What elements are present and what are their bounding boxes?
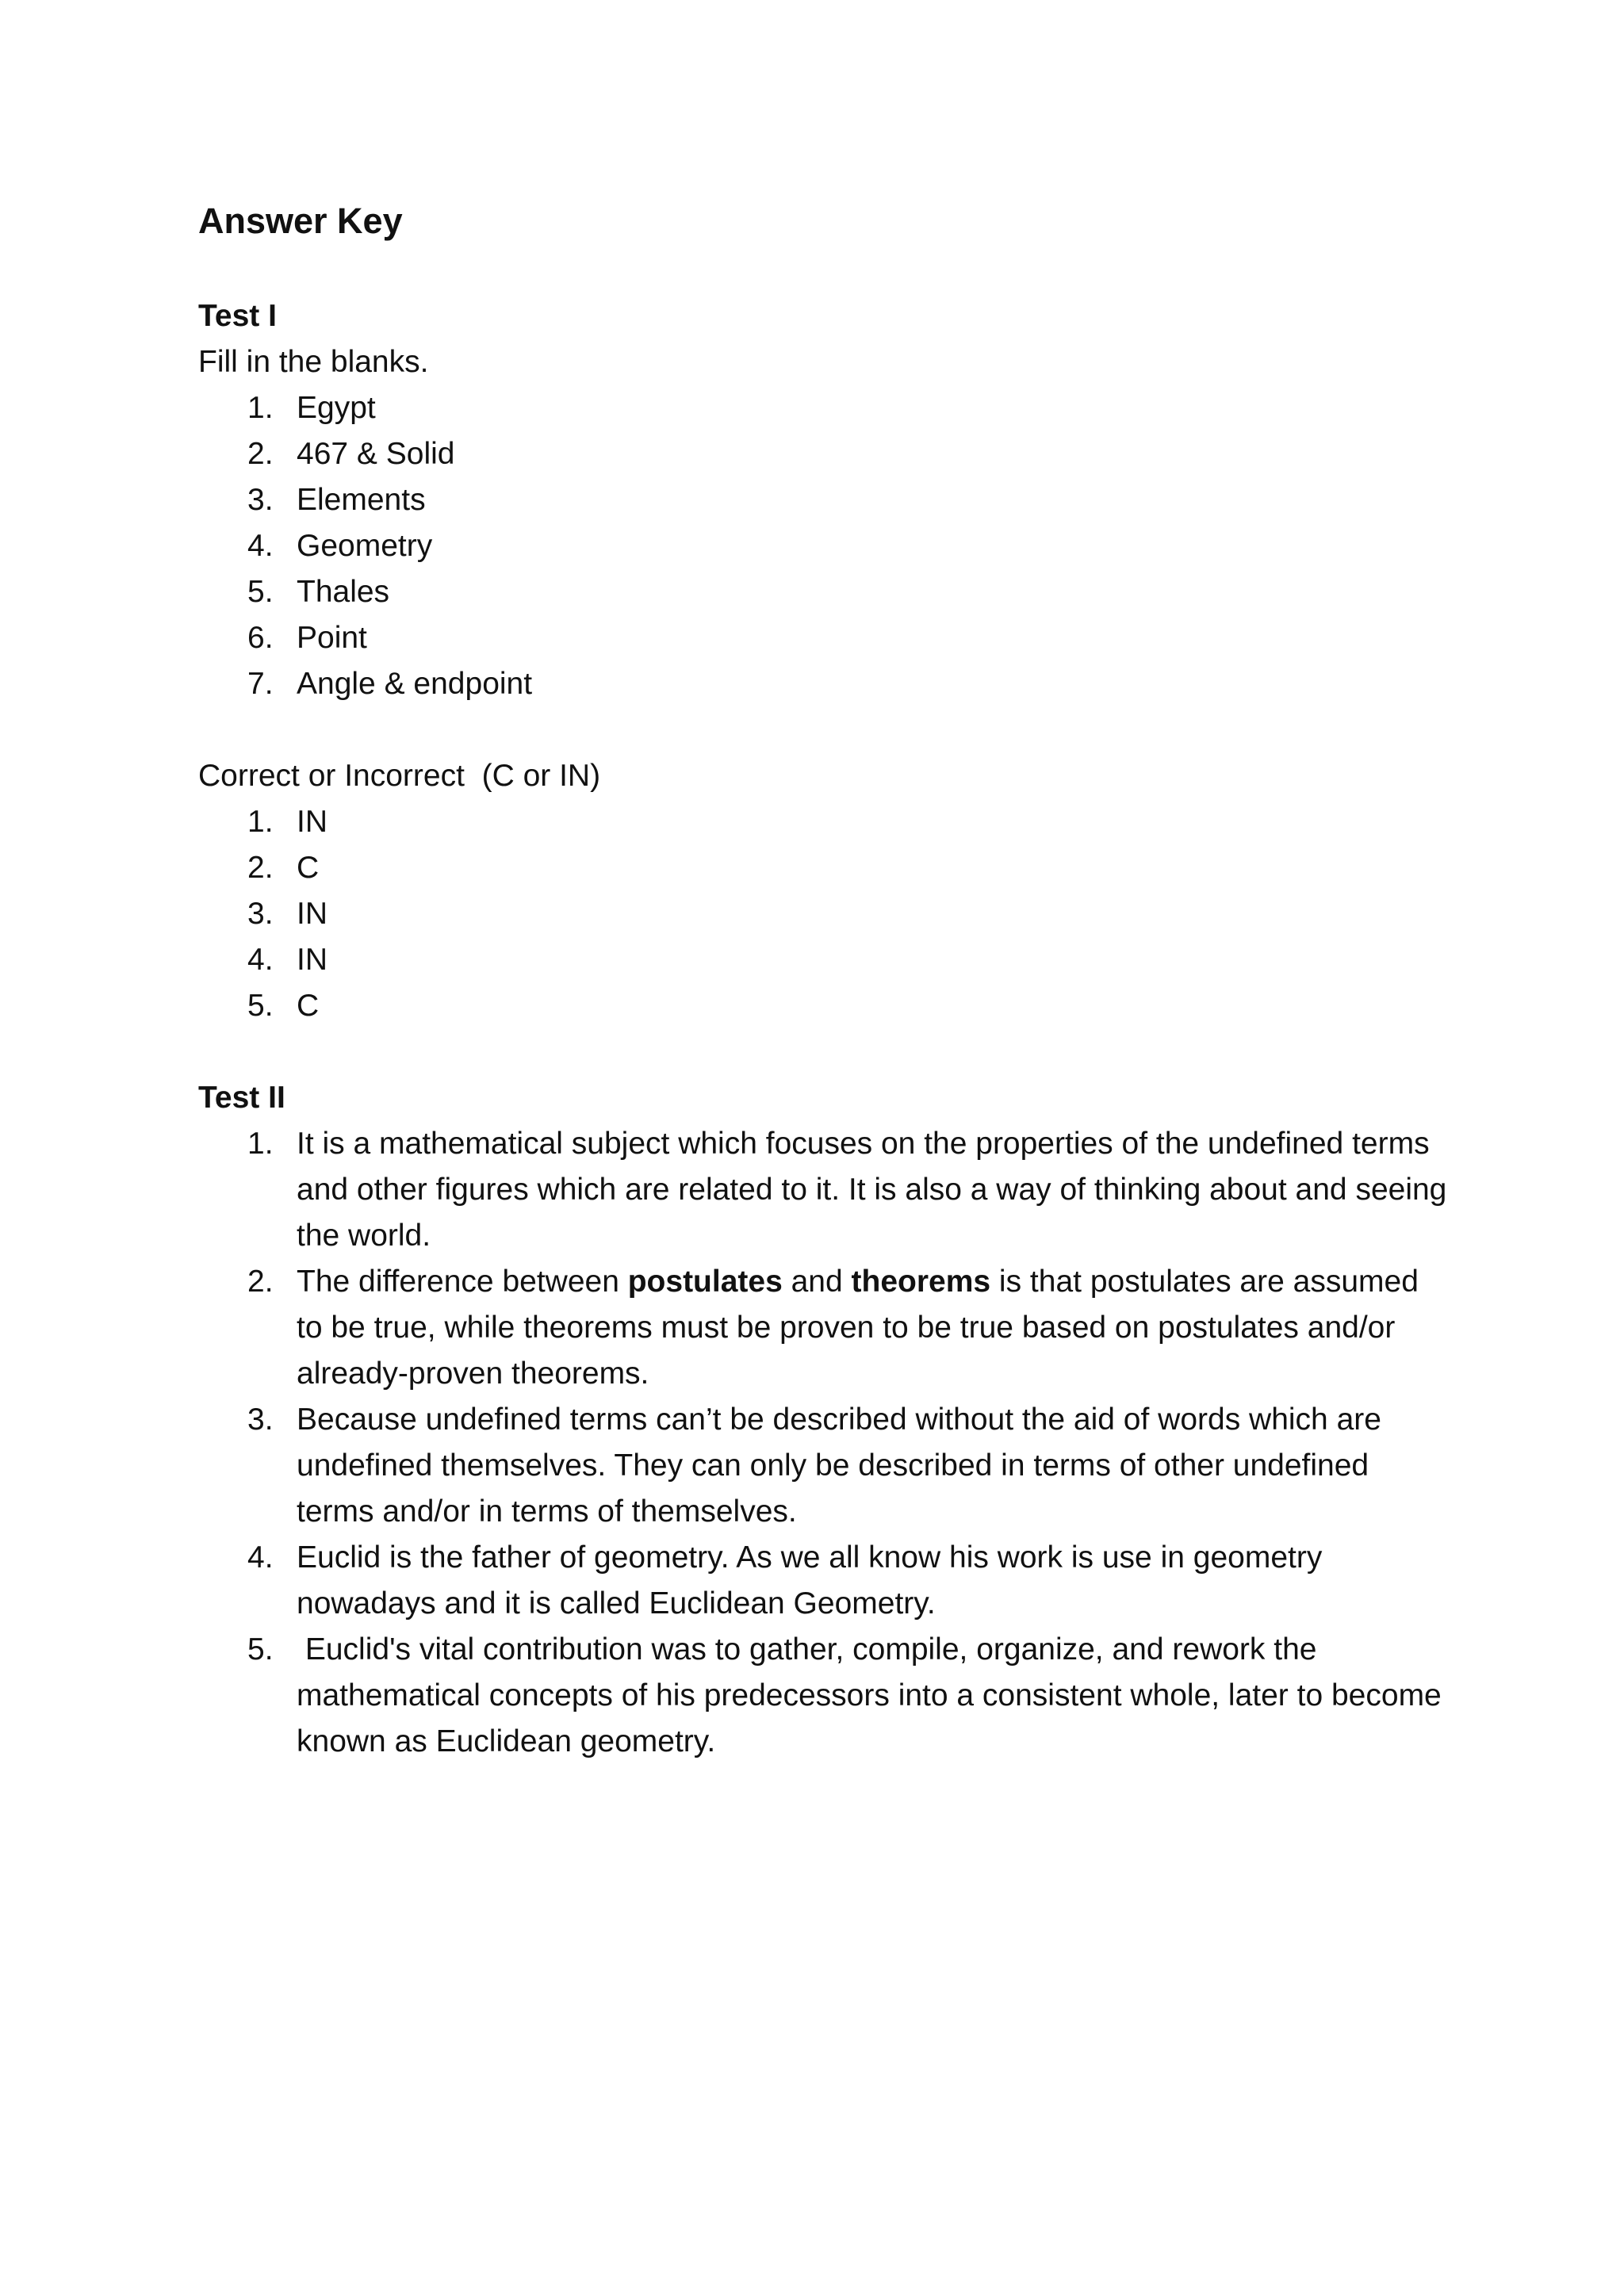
- list-item: [198, 385, 1451, 431]
- item-number: 4.: [247, 943, 274, 977]
- item-answer: Because undefined terms can’t be described without the aid of words which are undefined themselves. They can only be described in terms of other undefined terms and/or in terms of themselves.: [297, 1402, 1381, 1529]
- item-number: 2.: [247, 1265, 274, 1299]
- list-item: [198, 569, 1451, 615]
- item-answer: 467 & Solid: [297, 437, 455, 471]
- answer-key-content: [198, 198, 1451, 1765]
- item-answer: Thales: [297, 575, 390, 609]
- item-number: 2.: [247, 437, 274, 471]
- item-number: 6.: [247, 621, 274, 655]
- item-answer: Euclid is the father of geometry. As we all know his work is use in geometry nowadays and it is called Euclidean Geometry.: [297, 1540, 1323, 1621]
- list-item: [198, 1259, 1451, 1397]
- answer-text-part: The difference between: [297, 1265, 628, 1299]
- item-number: 5.: [247, 1632, 274, 1667]
- item-number: 1.: [247, 391, 274, 425]
- item-answer: [297, 1265, 1419, 1391]
- list-item: [198, 1627, 1451, 1765]
- item-answer: Geometry: [297, 529, 433, 563]
- list-item: [198, 983, 1451, 1029]
- test-2-heading: Test II: [198, 1081, 285, 1115]
- list-item: [198, 891, 1451, 937]
- item-number: 5.: [247, 989, 274, 1023]
- item-number: 1.: [247, 805, 274, 839]
- list-item: [198, 431, 1451, 477]
- item-number: 1.: [247, 1127, 274, 1161]
- list-item: [198, 1397, 1451, 1535]
- item-number: 5.: [247, 575, 274, 609]
- list-item: [198, 937, 1451, 983]
- list-item: [198, 1121, 1451, 1259]
- answer-text-part: and: [782, 1265, 852, 1299]
- item-answer: It is a mathematical subject which focuses on the properties of the undefined terms and other figures which are related to it. It is also a way of thinking about and seeing the world.: [297, 1127, 1447, 1253]
- item-answer: Egypt: [297, 391, 376, 425]
- item-number: 3.: [247, 483, 274, 517]
- item-answer: Point: [297, 621, 367, 655]
- test-1-heading: Test I: [198, 299, 277, 333]
- item-number: 3.: [247, 1402, 274, 1437]
- item-number: 2.: [247, 851, 274, 885]
- item-answer: C: [297, 989, 320, 1023]
- item-answer: IN: [297, 943, 327, 977]
- bold-term-theorems: theorems: [851, 1265, 991, 1299]
- item-answer: C: [297, 851, 320, 885]
- item-number: 4.: [247, 529, 274, 563]
- fill-in-list: [198, 385, 1451, 707]
- item-number: 4.: [247, 1540, 274, 1575]
- list-item: [198, 477, 1451, 523]
- answer-text-part: is that postulates are assumed to be true, while theorems must be proven to be true based on postulates and/or already-proven theorems.: [297, 1265, 1419, 1391]
- item-answer: IN: [297, 805, 327, 839]
- item-answer: Euclid's vital contribution was to gather, compile, organize, and rework the mathematical concepts of his predecessors into a consistent whole, later to become known as Euclidean geometry.: [297, 1632, 1450, 1758]
- item-answer: IN: [297, 897, 327, 931]
- bold-term-postulates: postulates: [627, 1265, 783, 1299]
- item-answer: Angle & endpoint: [297, 667, 533, 701]
- item-number: 7.: [247, 667, 274, 701]
- correct-incorrect-list: [198, 799, 1451, 1029]
- correct-incorrect-instruction: Correct or Incorrect (C or IN): [198, 759, 601, 793]
- spacer: [198, 707, 1451, 753]
- list-item: [198, 845, 1451, 891]
- list-item: [198, 661, 1451, 707]
- list-item: [198, 1535, 1451, 1627]
- test-2-list: [198, 1121, 1451, 1765]
- item-answer: Elements: [297, 483, 426, 517]
- fill-in-instruction: Fill in the blanks.: [198, 345, 429, 379]
- list-item: [198, 615, 1451, 661]
- item-number: 3.: [247, 897, 274, 931]
- list-item: [198, 523, 1451, 569]
- page-title: Answer Key: [198, 201, 403, 241]
- spacer: [198, 1029, 1451, 1075]
- list-item: [198, 799, 1451, 845]
